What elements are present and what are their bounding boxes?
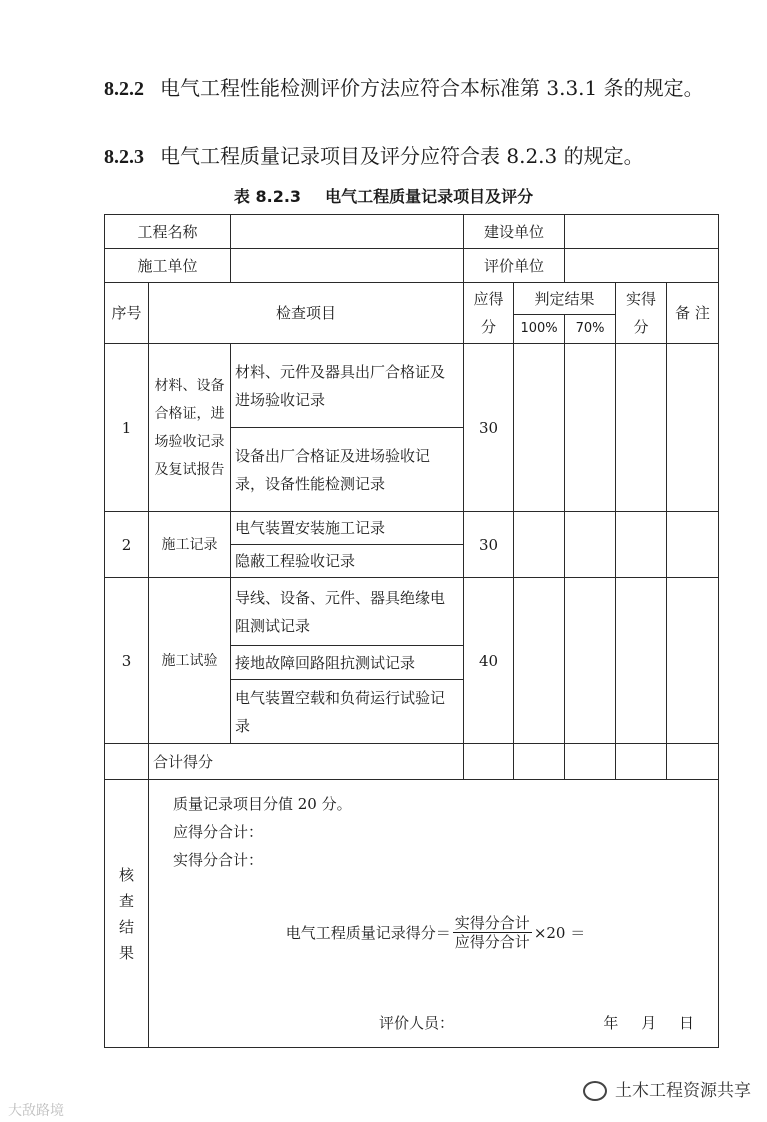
- header-remarks: 备 注: [667, 283, 719, 344]
- header-actual-score: 实得分: [616, 283, 667, 344]
- row-2-remarks: [667, 512, 719, 578]
- review-line-3: 实得分合计：: [173, 851, 264, 869]
- evaluator-label: 评价人员：: [379, 1014, 455, 1032]
- watermark-right-text: 土木工程资源共享: [615, 1081, 751, 1101]
- total-remarks: [667, 744, 719, 780]
- review-line-1: 质量记录项目分值 20 分。: [173, 795, 352, 813]
- clause-number: 8.2.2: [104, 78, 144, 100]
- review-line-2: 应得分合计：: [173, 823, 264, 841]
- row-2-actual: [616, 512, 667, 578]
- clause-number: 8.2.3: [104, 146, 144, 168]
- table-caption: [0, 184, 767, 207]
- row-2-seq: 2: [105, 512, 149, 578]
- row-3-actual: [616, 578, 667, 744]
- total-label: 合计得分: [149, 744, 464, 780]
- wechat-icon: [583, 1081, 607, 1101]
- row-1-category: 材料、设备合格证，进场验收记录及复试报告: [149, 344, 231, 512]
- score-table: [104, 214, 719, 1048]
- table-title: 电气工程质量记录项目及评分: [325, 187, 534, 206]
- day-label: 日: [679, 1014, 695, 1032]
- header-pct70: 70%: [565, 315, 616, 344]
- header-item: 检查项目: [149, 283, 464, 344]
- evaluator-unit-label: 评价单位: [464, 249, 565, 283]
- row-2-category: 施工记录: [149, 512, 231, 578]
- row-3-pct100: [514, 578, 565, 744]
- table-number: 表 8.2.3: [233, 187, 302, 206]
- clause-text: 电气工程性能检测评价方法应符合本标准第 3.3.1 条的规定。: [160, 76, 704, 100]
- row-1-pct100: [514, 344, 565, 512]
- review-formula: [173, 914, 698, 951]
- formula-fraction: [453, 914, 532, 951]
- formula-right: ×20 ＝: [533, 923, 586, 942]
- row-2-item-2: 隐蔽工程验收记录: [231, 545, 464, 578]
- header-due-score: 应得分: [464, 283, 514, 344]
- row-1-seq: 1: [105, 344, 149, 512]
- construction-unit-label: 施工单位: [105, 249, 231, 283]
- signature-line: [379, 1009, 694, 1037]
- row-3-seq: 3: [105, 578, 149, 744]
- row-1-item-1: 材料、元件及器具出厂合格证及进场验收记录: [231, 344, 464, 428]
- clause-8-2-3: [104, 140, 729, 173]
- project-name-label: 工程名称: [105, 215, 231, 249]
- formula-denominator: 应得分合计: [454, 933, 530, 951]
- row-3-pct70: [565, 578, 616, 744]
- watermark-left-text: 大敌路境: [8, 1103, 64, 1119]
- header-seq: 序号: [105, 283, 149, 344]
- row-1-actual: [616, 344, 667, 512]
- watermark-right: [583, 1076, 751, 1101]
- month-label: 月: [641, 1014, 657, 1032]
- builder-label: 建设单位: [464, 215, 565, 249]
- formula-left: 电气工程质量记录得分＝: [285, 923, 451, 942]
- row-1-score: 30: [464, 344, 514, 512]
- review-content: [149, 780, 719, 1048]
- evaluator-unit-value: [565, 249, 719, 283]
- builder-value: [565, 215, 719, 249]
- row-2-pct70: [565, 512, 616, 578]
- clause-text: 电气工程质量记录项目及评分应符合表 8.2.3 的规定。: [160, 144, 644, 168]
- row-2-pct100: [514, 512, 565, 578]
- row-1-pct70: [565, 344, 616, 512]
- row-1-remarks: [667, 344, 719, 512]
- row-1-item-2: 设备出厂合格证及进场验收记录，设备性能检测记录: [231, 428, 464, 512]
- row-3-item-3: 电气装置空载和负荷运行试验记录: [231, 680, 464, 744]
- formula-numerator: 实得分合计: [454, 914, 530, 932]
- date-fields: [585, 1009, 694, 1037]
- header-judgement: 判定结果: [514, 283, 616, 315]
- review-label-cell: [105, 780, 149, 1048]
- row-3-score: 40: [464, 578, 514, 744]
- clause-8-2-2: [104, 72, 729, 105]
- project-name-value: [231, 215, 464, 249]
- total-empty: [105, 744, 149, 780]
- row-2-item-1: 电气装置安装施工记录: [231, 512, 464, 545]
- review-label: 核查结果: [119, 865, 135, 962]
- header-pct100: 100%: [514, 315, 565, 344]
- row-3-item-2: 接地故障回路阻抗测试记录: [231, 646, 464, 680]
- total-score: [464, 744, 514, 780]
- watermark-left: [8, 1100, 64, 1120]
- total-actual: [616, 744, 667, 780]
- total-pct70: [565, 744, 616, 780]
- row-2-score: 30: [464, 512, 514, 578]
- row-3-remarks: [667, 578, 719, 744]
- construction-unit-value: [231, 249, 464, 283]
- year-label: 年: [603, 1014, 619, 1032]
- total-pct100: [514, 744, 565, 780]
- row-3-item-1: 导线、设备、元件、器具绝缘电阻测试记录: [231, 578, 464, 646]
- row-3-category: 施工试验: [149, 578, 231, 744]
